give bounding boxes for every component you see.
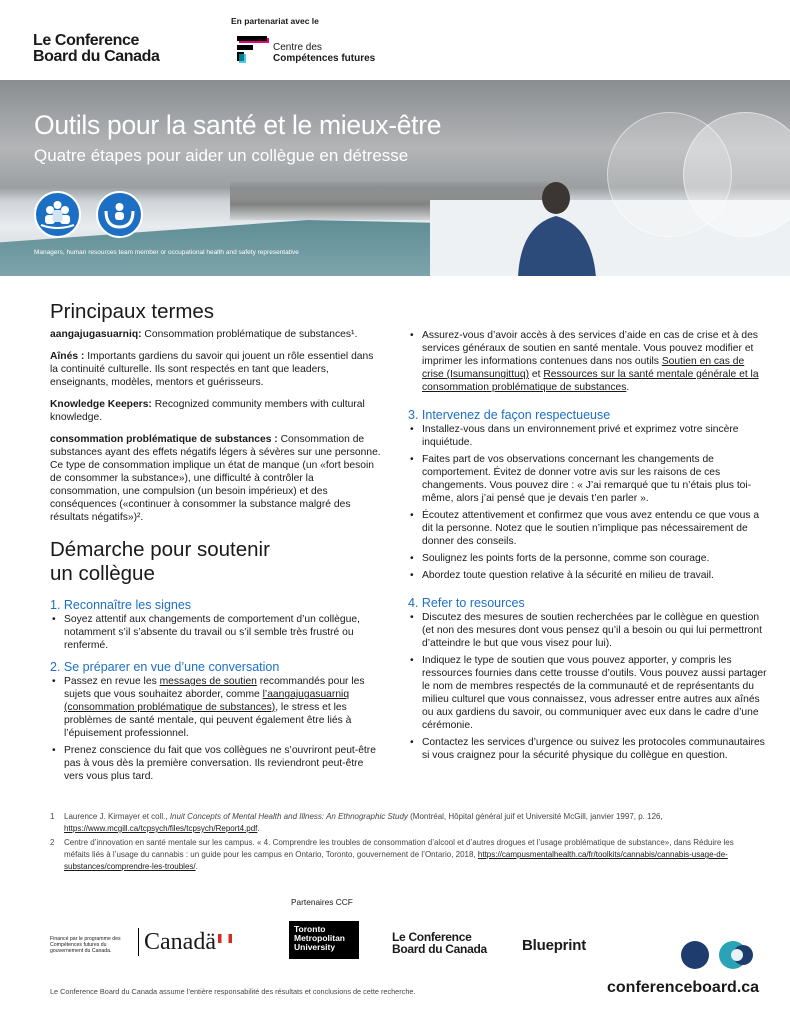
people-group-icon	[34, 191, 81, 238]
list-item: • Prenez conscience du fait que vos collègues ne s’ouvriront peut-être pas à vous dès la première conversation. Ils reviendront peut-être vers vous plus tard.	[50, 744, 382, 783]
step4-title: 4. Refer to resources	[408, 596, 525, 610]
list-item: • Contactez les services d’urgence ou suivez les protocoles communautaires si vous craignez pour la sécurité physique du collègue en question.	[408, 736, 768, 762]
approach-heading: Démarche pour soutenir un collègue	[50, 538, 270, 585]
step1-list	[50, 613, 382, 652]
conference-board-dots-icon	[681, 938, 761, 972]
helping-hands-icon	[96, 191, 143, 238]
term-aines: Aînés : Importants gardiens du savoir qui jouent un rôle essentiel dans la continuité culturelle. Ils sont respectés en tant que leaders, enseignants, modèles, mentors et guérisseurs.	[50, 351, 374, 388]
canada-flag-icon	[218, 934, 232, 943]
step3-list	[408, 423, 768, 582]
support-messages-link[interactable]: messages de soutien	[159, 676, 257, 687]
person-figure	[510, 178, 602, 276]
audience-text: Managers, human resources team member or occupational health and safety representative	[34, 249, 299, 256]
list-item: • Faites part de vos observations concernant les changements de comportement. Évitez de donner votre avis sur les raisons de ces changements. Vous pouvez dire : « J’ai remarqué que tu n’étais plus toi-même, alors j’ai pensé que je devais t’en parler ».	[408, 453, 768, 505]
step2-list-continued	[408, 329, 768, 394]
list-item: • Assurez-vous d’avoir accès à des services d’aide en cas de crise et à des services généraux de soutien en santé mentale. Vous pouvez modifier et imprimer les informations contenues dans nos outils Soutien en cas de crise (Isumansungittuq) et Ressources sur la santé mentale générale et la consommation problématique de substances.	[408, 329, 768, 394]
footnote-1: 1 Laurence J. Kirmayer et coll., Inuit Concepts of Mental Health and Illness: An Ethnographic Study (Montréal, Hôpital général juif et Université McGill, janvier 1997, p. 126, https://www.mcgill.ca/tcpsych/files/tcpsych/Report4.pdf.	[50, 812, 663, 833]
funding-statement: Financé par le programme des Compétences futures du gouvernement du Canada.	[50, 936, 121, 954]
right-column	[408, 329, 768, 766]
list-item: • Discutez des mesures de soutien recherchées par le collègue en question (et non des mesures dont vous pensez qu’il a besoin ou qui lui permettront d’atteindre le but que vous visez pour lui).	[408, 611, 768, 650]
partners-label: Partenaires CCF	[291, 897, 353, 907]
fsc-line2: Compétences futures	[273, 53, 376, 64]
footnote-2-link[interactable]: https://campusmentalhealth.ca/fr/toolkits/cannabis/cannabis-usage-de-substances/comprendre-les-troubles/	[64, 850, 728, 871]
term-knowledge-keepers: Knowledge Keepers: Recognized community members with cultural knowledge.	[50, 399, 365, 423]
partner-label: En partenariat avec le	[231, 16, 319, 26]
conference-board-footer-logo: Le Conference Board du Canada	[392, 930, 487, 956]
hero-banner	[0, 80, 790, 276]
list-item: • Soulignez les points forts de la personne, comme son courage.	[408, 552, 768, 565]
conference-board-logo: Le Conference Board du Canada	[33, 32, 160, 65]
fsc-mark-icon	[234, 34, 272, 64]
footnote-1-link[interactable]: https://www.mcgill.ca/tcpsych/files/tcpsych/Report4.pdf	[64, 824, 258, 833]
left-column	[50, 300, 382, 787]
list-item: • Installez-vous dans un environnement privé et exprimez votre sincère inquiétude.	[408, 423, 768, 449]
disclaimer: Le Conference Board du Canada assume l’entière responsabilité des résultats et conclusions de cette recherche.	[50, 987, 416, 996]
list-item: • Passez en revue les messages de soutien recommandés pour les sujets que vous souhaitez aborder, comme l’aangajugasuarniq (consommation problématique de substances), le stress et les problèmes de santé mentale, qui peuvent également être liés à l’épuisement professionnel.	[50, 675, 382, 740]
list-item: • Abordez toute question relative à la sécurité en milieu de travail.	[408, 569, 768, 582]
fsc-line1: Centre des	[273, 42, 322, 53]
website-url[interactable]: conferenceboard.ca	[607, 979, 760, 996]
term-aangajugasuarniq: aangajugasuarniq: Consommation problématique de substances¹.	[50, 329, 358, 340]
list-item: • Écoutez attentivement et confirmez que vous avez entendu ce que vous a dit la personne. Notez que le soutien n’implique pas nécessairement de donner des conseils.	[408, 509, 768, 548]
canada-wordmark: Canadä	[138, 928, 232, 956]
step2-list	[50, 675, 382, 783]
list-item: • Indiquez le type de soutien que vous pouvez apporter, y compris les ressources fournies dans cette trousse d’outils. Vous pouvez aussi partager le nom de membres respectés de la communauté et de représentants du milieu culturel que vous connaissez, vous adresser entre autres aux aînés ou aux gardiens du savoir, ou communiquer avec eux dans le cadre d’une cérémonie.	[408, 654, 768, 732]
list-item: • Soyez attentif aux changements de comportement d’un collègue, notamment s’il s’absente du travail ou s’il semble très frustré ou renfermé.	[50, 613, 382, 652]
footnote-2: 2 Centre d’innovation en santé mentale sur les campus. « 4. Comprendre les troubles de consommation d’alcool et d’autres drogues et l’usage problématique de substance», dans Réduire les méfaits liés à l’usage du cannabis : un guide pour les campus en Ontario, Toronto, gouvernement de l’Ontario, 2018, https://campusmentalhealth.ca/fr/toolkits/cannabis/cannabis-usage-de-substances/comprendre-les-troubles/.	[50, 838, 734, 871]
mental-health-resources-link[interactable]: Ressources sur la santé mentale générale et la consommation problématique de substances	[422, 369, 759, 393]
page-subtitle: Quatre étapes pour aider un collègue en détresse	[34, 146, 409, 165]
term-substance-use: consommation problématique de substances : Consommation de substances ayant des effets négatifs légers à sévères sur une personne. Ce type de consommation implique un état de manque (un «fort besoin de consommer la substance»), une difficulté à contrôler la consommation, une compulsion (un besoin impérieux) et des conséquences («continuer à consommer la substance malgré des résultats négatifs»)².	[50, 434, 381, 523]
page-title: Outils pour la santé et le mieux-être	[34, 110, 442, 140]
crisis-support-link[interactable]: Soutien en cas de crise (Isumansungittuq)	[422, 356, 745, 380]
aangajugasuarniq-link[interactable]: l’aangajugasuarniq (consommation problématique de substances)	[64, 689, 350, 713]
step4-list	[408, 611, 768, 762]
fsc-logo	[231, 34, 391, 68]
terms-heading: Principaux termes	[50, 300, 215, 323]
step2-title: 2. Se préparer en vue d’une conversation	[50, 660, 280, 674]
step3-title: 3. Intervenez de façon respectueuse	[408, 408, 611, 422]
step1-title: 1. Reconnaître les signes	[50, 598, 192, 612]
blueprint-logo: Blueprint	[522, 937, 587, 954]
tmu-logo: Toronto Metropolitan University	[289, 921, 359, 959]
